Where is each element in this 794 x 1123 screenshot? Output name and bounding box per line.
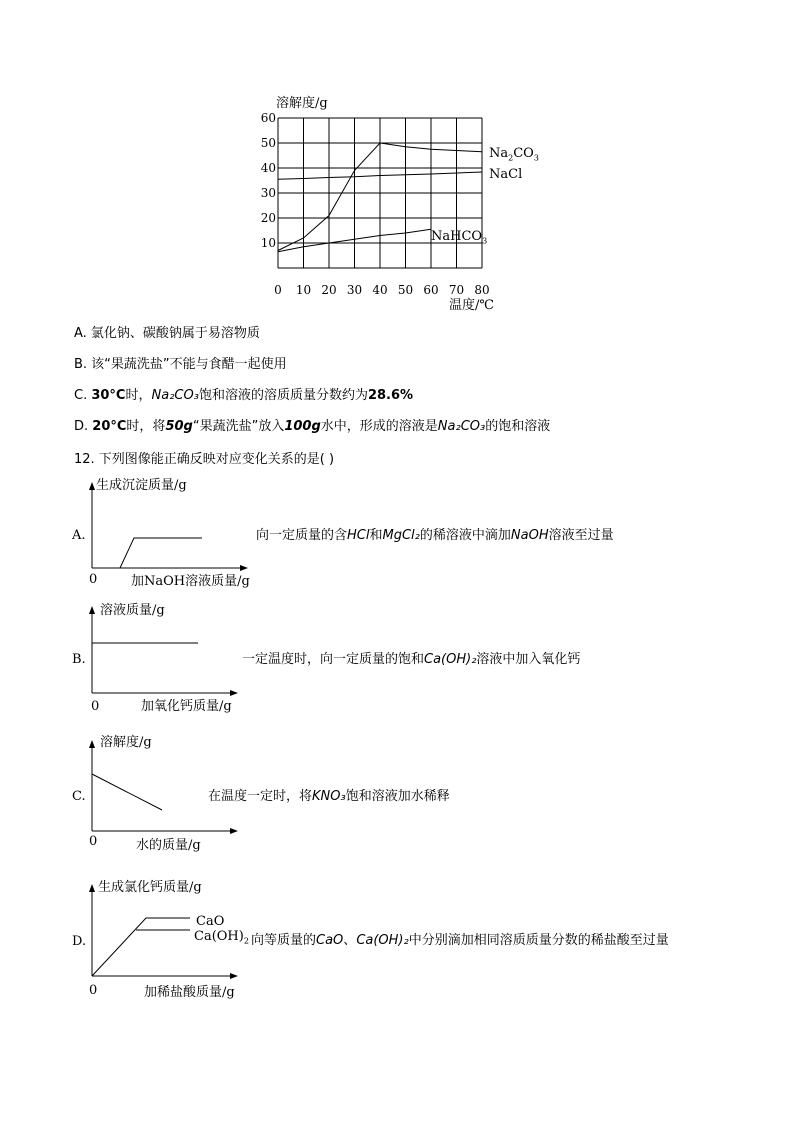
option-d-mass2: 100g <box>284 419 321 434</box>
q12a-x-label: 加NaOH溶液质量/g <box>131 574 250 589</box>
x-tick-label: 60 <box>423 283 439 297</box>
option-c-mid: 时， <box>125 388 152 403</box>
y-tick-label: 10 <box>260 236 276 250</box>
x-tick-label: 10 <box>295 283 312 297</box>
q12a-formula-naoh: NaOH <box>510 528 549 543</box>
q12d-formula-cao: CaO <box>316 933 344 948</box>
q12d-x-label: 加稀盐酸质量/g <box>144 985 235 1000</box>
q12c-letter: C. <box>72 789 86 804</box>
q12a-desc-pre: 向一定质量的含 <box>256 528 348 543</box>
q12c-y-label: 溶解度/g <box>100 735 152 750</box>
q12d-label-caoh2-sub: 2 <box>243 936 249 946</box>
x-tick-label: 40 <box>372 283 388 297</box>
q12c-curve <box>92 774 162 810</box>
x-axis-arrow <box>230 973 238 979</box>
q12d-label-cao: CaO <box>196 914 225 929</box>
solubility-y-label: 溶解度/g <box>276 96 328 111</box>
y-axis-arrow <box>89 884 95 892</box>
q12a-formula-hcl: HCl <box>347 528 370 543</box>
q12a-desc-mid1: 和 <box>369 528 383 543</box>
legend-nahco3-text: NaHCO <box>431 229 483 244</box>
x-tick-label: 0 <box>274 283 282 297</box>
legend-na2co3-sub1: 2 <box>508 153 514 163</box>
option-c-prefix: C. <box>74 388 92 403</box>
q12c-desc-post: 饱和溶液加水稀释 <box>345 789 450 804</box>
q12d-description <box>251 933 669 949</box>
q12a-desc-post: 溶液至过量 <box>548 528 614 543</box>
q12d-label-caoh2 <box>194 929 249 950</box>
y-tick-label: 60 <box>260 111 276 125</box>
option-c-value: 28.6% <box>367 388 414 403</box>
legend-na2co3-sub2: 3 <box>533 153 539 163</box>
option-d-temp: 20°C <box>92 419 127 434</box>
q12d-desc-mid2: 中分别滴加相同溶质质量分数的稀盐酸至过量 <box>408 933 669 948</box>
y-tick-label: 50 <box>260 136 276 150</box>
solubility-chart <box>250 110 550 315</box>
x-axis-arrow <box>240 565 248 571</box>
q12b-letter: B. <box>72 652 86 667</box>
x-axis-arrow <box>230 828 238 834</box>
y-axis-arrow <box>89 482 95 490</box>
y-tick-label: 20 <box>260 211 276 225</box>
y-tick-labels <box>261 111 276 250</box>
option-11-a: A. 氯化钠、碳酸钠属于易溶物质 <box>74 326 260 341</box>
legend-nahco3-sub: 3 <box>482 236 488 246</box>
y-tick-label: 30 <box>260 186 276 200</box>
q12d-curve-cao <box>92 918 190 976</box>
q12d-letter: D. <box>72 934 87 949</box>
x-tick-label: 30 <box>346 283 363 297</box>
q12d-origin: 0 <box>89 983 98 998</box>
q12a-y-label: 生成沉淀质量/g <box>96 478 187 493</box>
q12d-formula-caoh2: Ca(OH)₂ <box>356 933 409 948</box>
option-d-formula: Na₂CO₃ <box>437 419 486 434</box>
q12d-desc-pre: 向等质量的 <box>251 933 317 948</box>
option-d-mass1: 50g <box>165 419 193 434</box>
option-d-mid1: 时，将 <box>126 419 166 434</box>
q12a-formula-mgcl2: MgCl₂ <box>382 528 420 543</box>
solubility-x-label: 温度/℃ <box>449 298 494 313</box>
q12a-graph <box>84 480 254 575</box>
option-c-temp: 30°C <box>91 388 126 403</box>
legend-na2co3-mid: CO <box>513 146 534 161</box>
q12d-y-label: 生成氯化钙质量/g <box>98 880 202 895</box>
q12b-desc-post: 溶液中加入氧化钙 <box>476 652 581 667</box>
q12c-x-label: 水的质量/g <box>136 838 201 853</box>
q12c-description <box>208 789 450 805</box>
q12b-formula: Ca(OH)₂ <box>424 652 477 667</box>
y-axis-arrow <box>89 606 95 614</box>
y-tick-label: 40 <box>260 161 276 175</box>
question-12-stem: 12. 下列图像能正确反映对应变化关系的是( ) <box>74 452 335 467</box>
q12b-x-label: 加氧化钙质量/g <box>141 699 232 714</box>
legend-nacl: NaCl <box>489 167 523 182</box>
option-d-mid2: “果蔬洗盐”放入 <box>192 419 285 434</box>
y-axis-arrow <box>89 740 95 748</box>
option-c-formula: Na₂CO₃ <box>151 388 199 403</box>
legend-na2co3 <box>489 146 539 167</box>
q12b-graph <box>84 604 254 699</box>
legend-nahco3 <box>431 229 487 250</box>
q12c-origin: 0 <box>89 834 98 849</box>
option-d-prefix: D. <box>74 419 93 434</box>
option-11-b: B. 该“果蔬洗盐”不能与食醋一起使用 <box>74 357 287 372</box>
q12a-curve <box>92 538 202 568</box>
x-tick-label: 80 <box>474 283 490 297</box>
option-11-d <box>74 419 550 435</box>
legend-na2co3-text: Na <box>489 146 509 161</box>
q12d-label-caoh2-text: Ca(OH) <box>194 929 244 944</box>
q12b-y-label: 溶液质量/g <box>100 603 165 618</box>
option-d-mid3: 水中，形成的溶液是 <box>320 419 438 434</box>
q12c-desc-pre: 在温度一定时，将 <box>208 789 313 804</box>
q12d-desc-mid1: 、 <box>343 933 357 948</box>
x-tick-label: 70 <box>448 283 465 297</box>
q12c-graph <box>84 738 254 835</box>
x-tick-label: 20 <box>321 283 337 297</box>
option-c-post: 饱和溶液的溶质质量分数约为 <box>198 388 368 403</box>
q12a-origin: 0 <box>89 572 98 587</box>
q12b-desc-pre: 一定温度时，向一定质量的饱和 <box>242 652 425 667</box>
q12b-origin: 0 <box>91 699 100 714</box>
q12a-desc-mid2: 的稀溶液中滴加 <box>419 528 511 543</box>
q12a-letter: A. <box>72 528 86 543</box>
option-11-c <box>74 388 413 404</box>
x-axis-arrow <box>230 690 238 696</box>
x-tick-labels <box>274 283 489 297</box>
q12a-description <box>256 528 614 544</box>
q12c-formula: KNO₃ <box>312 789 346 804</box>
x-tick-label: 50 <box>397 283 414 297</box>
option-d-post: 的饱和溶液 <box>485 419 551 434</box>
q12b-description <box>242 652 580 668</box>
